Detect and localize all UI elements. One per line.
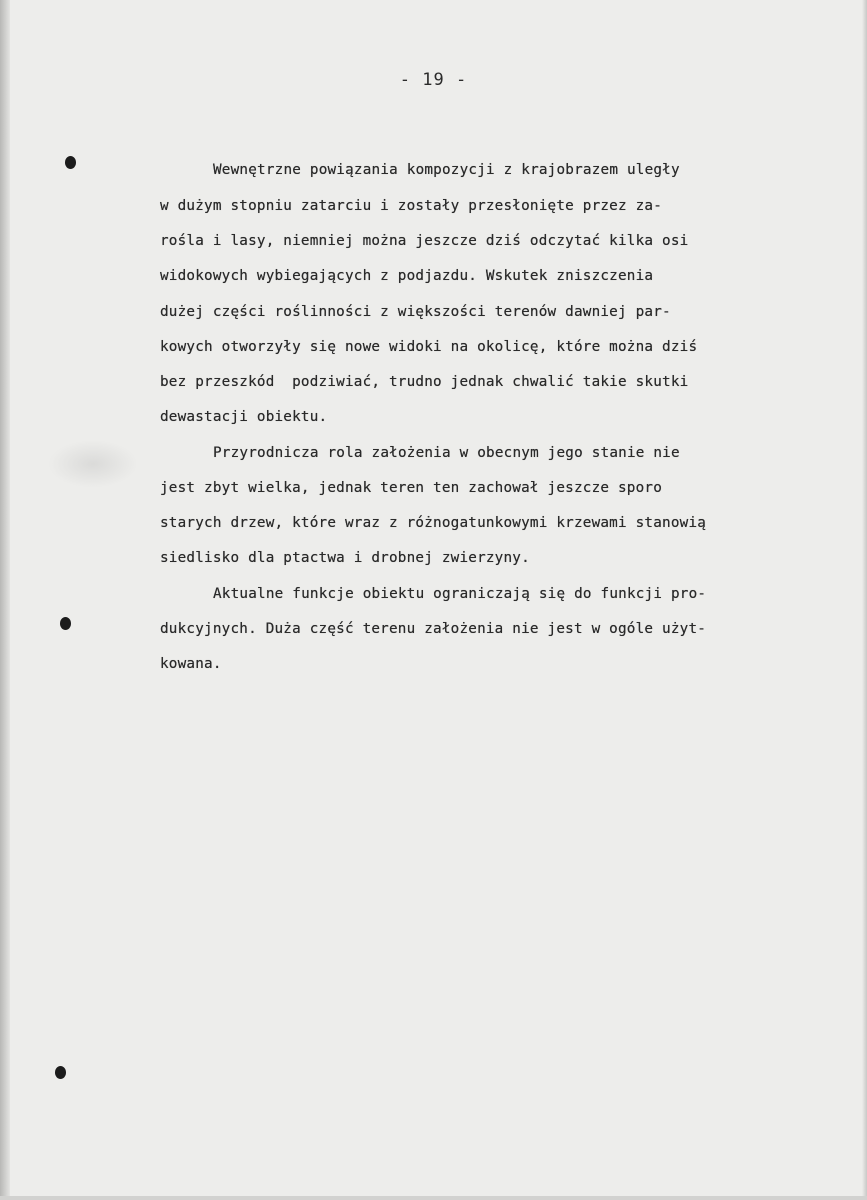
page-number: - 19 - (399, 70, 468, 90)
text-line: dewastacji obiektu. (160, 409, 328, 425)
text-line: siedlisko dla ptactwa i drobnej zwierzyny. (160, 550, 530, 566)
text-line: Wewnętrzne powiązania kompozycji z krajobrazem uległy (213, 162, 680, 178)
scan-edge-left (0, 0, 10, 1200)
punch-hole (65, 156, 76, 169)
text-line: Aktualne funkcje obiektu ograniczają się do funkcji pro- (213, 586, 707, 602)
text-line: kowana. (160, 656, 222, 672)
text-line: dużej części roślinności z większości terenów dawniej par- (160, 304, 671, 320)
punch-hole (55, 1066, 66, 1079)
text-line: w dużym stopniu zatarciu i zostały przesłonięte przez za- (160, 198, 663, 214)
text-line: rośla i lasy, niemniej można jeszcze dziś odczytać kilka osi (160, 233, 689, 249)
scan-edge-bottom (0, 1196, 867, 1200)
text-line: bez przeszkód podziwiać, trudno jednak chwalić takie skutki (160, 374, 689, 390)
text-line: Przyrodnicza rola założenia w obecnym jego stanie nie (213, 445, 680, 461)
scan-edge-right (862, 0, 867, 1200)
text-line: widokowych wybiegających z podjazdu. Wskutek zniszczenia (160, 268, 654, 284)
paper-smudge (48, 440, 138, 488)
text-line: jest zbyt wielka, jednak teren ten zachował jeszcze sporo (160, 480, 663, 496)
text-line: starych drzew, które wraz z różnogatunkowymi krzewami stanowią (160, 515, 707, 531)
punch-hole (60, 617, 71, 630)
text-line: kowych otworzyły się nowe widoki na okolicę, które można dziś (160, 339, 698, 355)
text-line: dukcyjnych. Duża część terenu założenia nie jest w ogóle użyt- (160, 621, 707, 637)
